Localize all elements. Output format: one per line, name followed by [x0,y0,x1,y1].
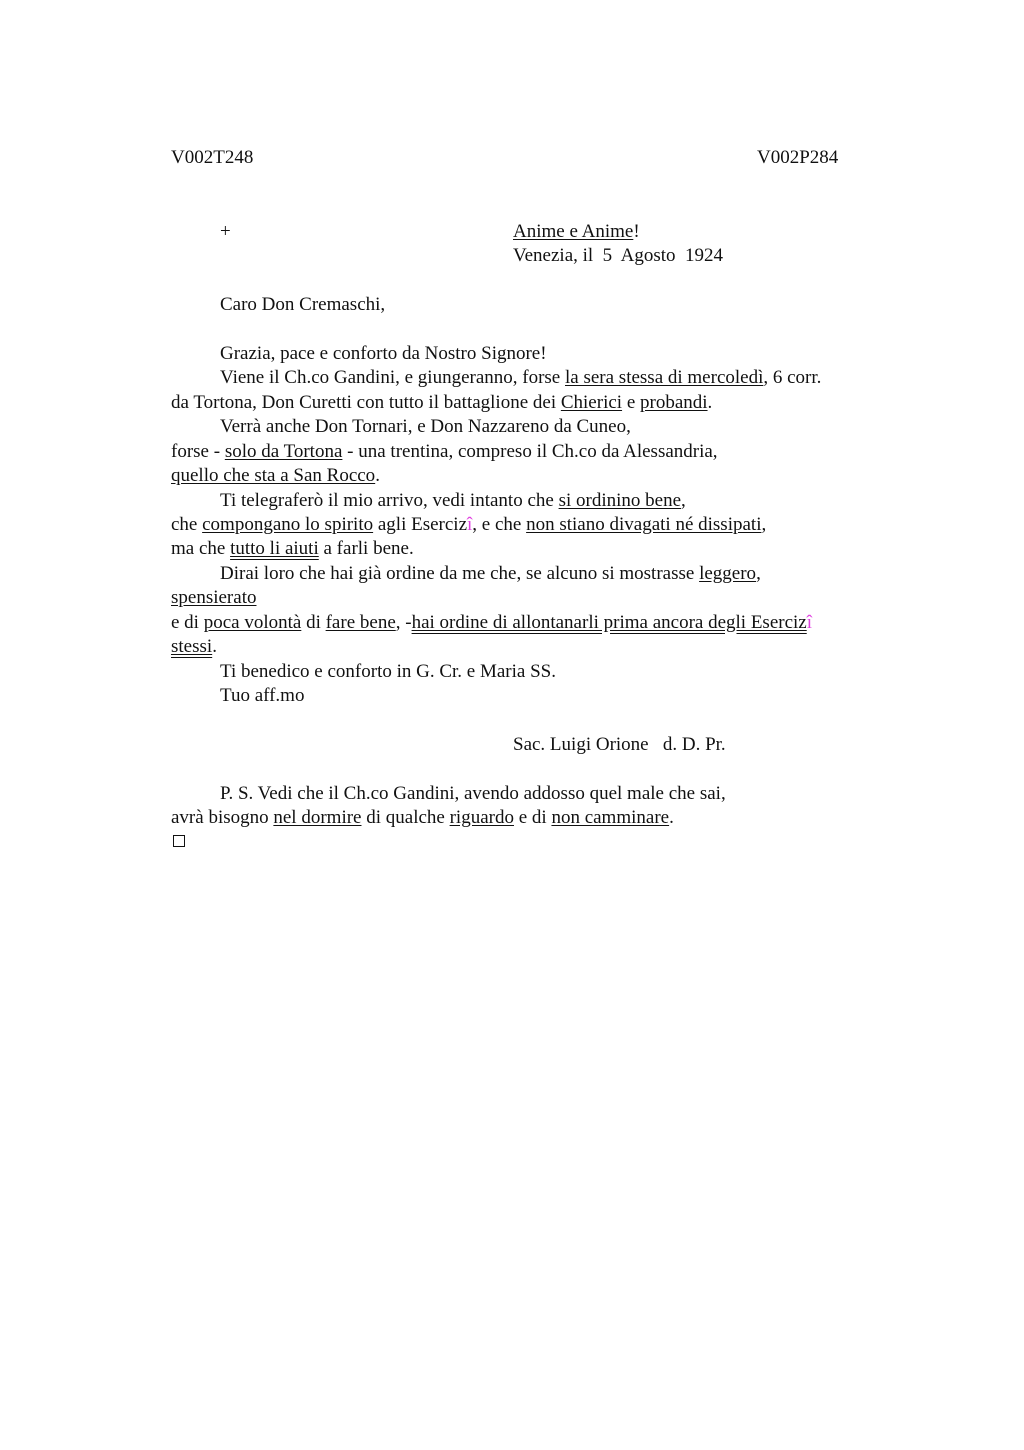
text-span: Ti telegraferò il mio arrivo, vedi intanto che [220,490,559,511]
signature: Sac. Luigi Orione d. D. Pr. [513,734,726,755]
underlined-text: riguardo [449,807,514,828]
text-span: Dirai loro che hai già ordine da me che, se alcuno si mostrasse [220,563,700,584]
text-span: , [681,490,686,511]
text-span: . [212,636,217,657]
postscript-line-2 [171,806,674,830]
underlined-text: nel dormire [273,807,362,828]
underlined-text: solo da Tortona [224,441,343,462]
text-span: da Tortona, Don Curetti con tutto il battaglione dei [171,392,561,413]
paragraph-3-line-2 [171,513,766,537]
letter-title-punct: ! [633,221,640,242]
text-span: , [756,563,761,584]
text-span: . [707,392,713,413]
accent-mark: î [806,612,812,633]
text-span: avrà bisogno [171,807,274,828]
underlined-text: la sera stessa di mercoledì [565,367,764,388]
blessing: Ti benedico e conforto in G. Cr. e Maria SS. [220,661,556,682]
text-span: e [622,392,640,413]
paragraph-2-line-2 [171,440,718,464]
underlined-text: si ordinino bene [558,490,682,511]
double-underlined-text: hai ordine di allontanarli prima ancora degli Eserciz [411,612,807,633]
paragraph-2-line-3 [171,464,380,488]
double-underlined-text: tutto li aiuti [230,538,319,559]
text-span: e di [171,612,204,633]
text-span: . [669,807,674,828]
empty-square-icon [173,835,185,847]
header-right-code: V002P284 [757,147,839,168]
underlined-text: leggero [699,563,757,584]
letter-title [513,220,640,244]
text-span: , e che [472,514,527,535]
text-span: che [171,514,203,535]
salutation: Caro Don Cremaschi, [220,294,386,315]
place-date: Venezia, il 5 Agosto 1924 [513,245,724,266]
text-span: e di [513,807,552,828]
text-span: a farli bene. [318,538,414,559]
text-span: , [761,514,767,535]
underlined-text: Chierici [560,392,623,413]
postscript-line-1: P. S. Vedi che il Ch.co Gandini, avendo addosso quel male che sai, [220,783,726,804]
underlined-text: probandi [640,392,708,413]
greeting: Grazia, pace e conforto da Nostro Signore! [220,343,547,364]
closing: Tuo aff.mo [220,685,305,706]
paragraph-4-line-1 [220,562,761,586]
text-span: , - [395,612,412,633]
letter-title-text: Anime e Anime [513,221,634,242]
text-span: , 6 corr. [763,367,822,388]
paragraph-4-line-4 [171,635,217,659]
paragraph-4-line-2 [171,586,256,610]
text-span: di [301,612,326,633]
underlined-text: poca volontà [203,612,302,633]
double-underlined-text: stessi [171,636,213,657]
text-span: di qualche [361,807,450,828]
cross-mark: + [220,221,231,242]
underlined-text: spensierato [171,587,257,608]
paragraph-2-line-1: Verrà anche Don Tornari, e Don Nazzareno da Cuneo, [220,416,631,437]
paragraph-1-line-2 [171,391,712,415]
underlined-text: compongano lo spirito [202,514,374,535]
paragraph-1-line-1 [220,366,821,390]
header-left-code: V002T248 [171,147,254,168]
text-span: ma che [171,538,231,559]
underlined-text: non camminare [551,807,670,828]
text-span: Viene il Ch.co Gandini, e giungeranno, forse [220,367,565,388]
underlined-text: quello che sta a San Rocco [171,465,376,486]
underlined-text: non stiano divagati né dissipati [526,514,762,535]
paragraph-3-line-3 [171,537,414,561]
paragraph-4-line-3 [171,611,812,635]
paragraph-3-line-1 [220,489,686,513]
accent-mark: î [467,514,473,535]
underlined-text: fare bene [325,612,396,633]
text-span: forse - [171,441,225,462]
text-span: - una trentina, compreso il Ch.co da Alessandria, [342,441,718,462]
text-span: . [375,465,380,486]
text-span: agli Eserciz [373,514,468,535]
